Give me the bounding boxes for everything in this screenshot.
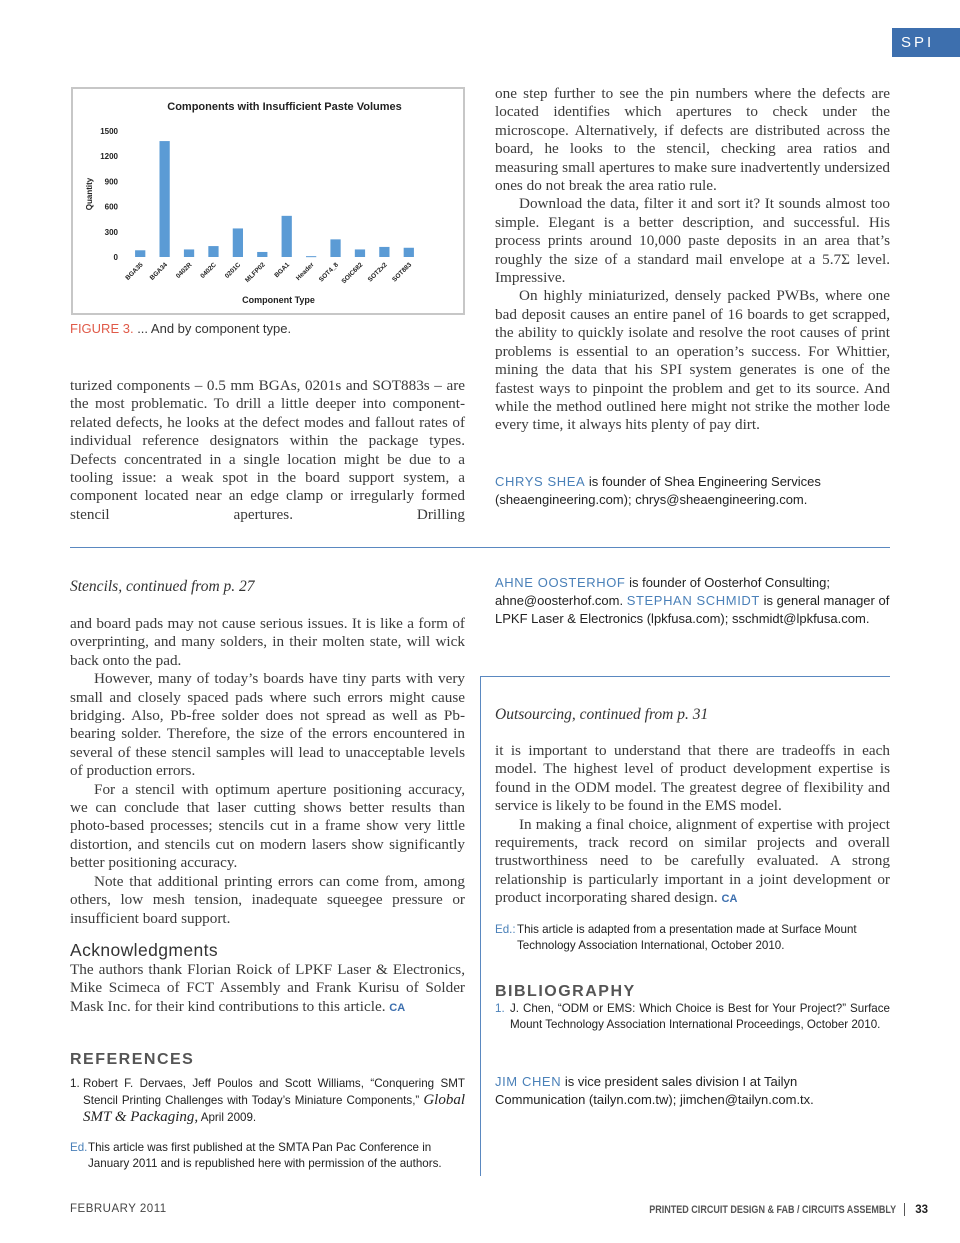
x-tick-label: SOT2x2 <box>366 261 389 284</box>
y-tick-label: 600 <box>104 202 118 212</box>
figure-label: FIGURE 3. <box>70 321 134 336</box>
bibliography-1 <box>495 1001 890 1033</box>
editor-note-text: This article is adapted from a presentation made at Surface Mount Technology Association International, October 2010. <box>517 923 857 952</box>
editor-note-stencils <box>70 1140 465 1172</box>
reference-text <box>83 1076 465 1126</box>
author-bio-chen <box>495 1073 890 1109</box>
x-tick-label: Header <box>294 261 316 283</box>
section-divider <box>70 547 890 548</box>
figure-caption <box>70 321 291 336</box>
stencils-body <box>70 615 465 928</box>
y-tick-label: 1200 <box>100 152 118 162</box>
reference-number: 1. <box>70 1077 80 1090</box>
x-tick-label: BGA35 <box>124 261 145 282</box>
editor-note-text: This article was first published at the SMTA Pan Pac Conference in January 2011 and is republished here with permission of the authors. <box>88 1141 442 1170</box>
footer-separator <box>904 1203 905 1216</box>
paragraph: and board pads may not cause serious issues. It is like a form of overprinting, and many solders, in their molten state, will wick back onto the pad. <box>70 615 465 669</box>
bar-header <box>306 256 316 257</box>
author-name: JIM CHEN <box>495 1074 562 1089</box>
paragraph: Download the data, filter it and sort it? It sounds almost too simple. Elegant is a better description, and successful. His process prints around 10,000 paste deposits in an area that’s roughly the size of a standard mail envelope at a 5.7Σ level. Impressive. <box>495 195 890 287</box>
x-tick-label: SOT4_8 <box>317 261 340 284</box>
footer-date: FEBRUARY 2011 <box>70 1203 167 1215</box>
reference-date: April 2009. <box>198 1111 257 1124</box>
x-tick-label: BGA34 <box>148 261 170 282</box>
reference-1 <box>70 1076 465 1126</box>
bar-soic682 <box>355 249 365 257</box>
bibliography-heading: BIBLIOGRAPHY <box>495 983 636 1000</box>
page-number: 33 <box>915 1203 928 1216</box>
x-tick-label: SOIC682 <box>340 261 365 286</box>
chart-title: Components with Insufficient Paste Volumes <box>167 101 402 113</box>
bibliography-text: J. Chen, “ODM or EMS: Which Choice is Best for Your Project?” Surface Mount Technology Association International Proceedings, October 2010. <box>510 1002 890 1031</box>
x-tick-label: BGA1 <box>273 261 292 280</box>
right-column-top <box>495 85 890 435</box>
figure-caption-text: ... And by component type. <box>133 321 292 336</box>
x-tick-label: 0402R <box>174 261 194 280</box>
continued-line-stencils: Stencils, continued from p. 27 <box>70 578 255 595</box>
reference-body: Robert F. Dervaes, Jeff Poulos and Scott Williams, “Conquering SMT Stencil Printing Challenges with Today’s Miniature Components,” <box>83 1077 465 1107</box>
bar-sot2x2 <box>379 247 389 257</box>
bar-0402r <box>184 249 194 257</box>
y-tick-label: 900 <box>104 177 118 187</box>
author-name: CHRYS SHEA <box>495 474 586 489</box>
x-tick-label: MLFP02 <box>244 261 267 285</box>
ca-end-mark: CA <box>721 893 738 906</box>
editor-label: Ed.: <box>495 923 516 936</box>
continued-line-outsourcing: Outsourcing, continued from p. 31 <box>495 706 709 723</box>
paragraph: turized components – 0.5 mm BGAs, 0201s and SOT883s – are the most problematic. To drill a little deeper into component-related defects, he looks at the defect modes and fallout rates of individual reference designators within the package types. Defects concentrated in a single location might be due to a tooling issue: a weak spot in the board support system, a component located near an edge clamp or irregularly formed stencil apertures. Drilling <box>70 377 465 523</box>
paragraph: it is important to understand that there are tradeoffs in each model. The highest level of product development expertise is found in the ODM model. The greatest degree of flexibility and service is likely to be found in the EMS model. <box>495 742 890 815</box>
y-tick-label: 1500 <box>100 127 118 136</box>
paragraph-text: In making a final choice, alignment of expertise with project requirements, track record on similar projects and overall trustworthiness need to be carefully evaluated. A strong relationship is particularly important in a joint development or product incorporating shared design. <box>495 815 890 907</box>
y-tick-label: 0 <box>113 253 118 262</box>
footer-publication <box>595 1203 928 1216</box>
author-bio-text: is founder of Oosterhof Consulting; ahne@oosterhof.com. <box>495 575 830 608</box>
bar-0201c <box>233 228 243 257</box>
ca-end-mark: CA <box>389 1001 406 1014</box>
bar-sot883 <box>404 248 414 257</box>
editor-note-outsourcing <box>495 922 890 954</box>
bar-bga1 <box>282 216 292 257</box>
author-bio-text: is vice president sales division I at Tailyn Communication (tailyn.com.tw); jimchen@tailyn.com.tx. <box>495 1074 814 1107</box>
author-bio-stencils <box>495 574 890 628</box>
author-bio-shea <box>495 473 890 509</box>
bar-mlfp02 <box>257 252 267 257</box>
acknowledgments-heading: Acknowledgments <box>70 940 219 960</box>
publication-name: PRINTED CIRCUIT DESIGN & FAB / CIRCUITS ASSEMBLY <box>649 1203 897 1216</box>
figure-3-chart <box>71 87 465 315</box>
paragraph: For a stencil with optimum aperture positioning accuracy, we can conclude that laser cutting shows better results than photo-based processes; stencils cut in a frame show very little distortion, and stencils cut on modern lasers show significantly better positioning accuracy. <box>70 780 465 872</box>
author-bio-text: is founder of Shea Engineering Services (sheaengineering.com); chrys@sheaengineering.com. <box>495 474 821 507</box>
paragraph: However, many of today’s boards have tiny parts with very small and closely spaced pads where such errors might cause bridging. Also, Pb-free solder does not spread as well as Pb-bearing solder. Therefore, the size of the errors encountered in several of these stencil samples will lead to unacceptable levels of production errors. <box>70 670 465 780</box>
author-name: STEPHAN SCHMIDT <box>626 593 760 608</box>
left-column-top <box>70 377 465 524</box>
bar-chart <box>73 89 463 313</box>
section-divider <box>480 676 890 677</box>
acknowledgments-body <box>70 961 465 1017</box>
bar-sot4_8 <box>330 239 340 257</box>
x-tick-label: SOT883 <box>391 261 414 284</box>
reference-journal: Global SMT & Packaging, <box>83 1092 465 1125</box>
paragraph <box>495 816 890 909</box>
bar-bga34 <box>159 141 169 257</box>
y-tick-label: 300 <box>104 227 118 237</box>
editor-label: Ed. <box>70 1141 88 1154</box>
bar-0402c <box>208 246 218 257</box>
column-divider <box>480 676 481 1176</box>
x-tick-label: 0402C <box>199 261 218 280</box>
bar-bga35 <box>135 250 145 257</box>
author-bio-text: is general manager of LPKF Laser & Electronics (lpkfusa.com); sschmidt@lpkfusa.com. <box>495 593 890 626</box>
x-tick-label: 0201C <box>223 261 243 280</box>
x-axis-label: Component Type <box>242 295 315 305</box>
outsourcing-body <box>495 742 890 909</box>
references-heading: REFERENCES <box>70 1051 195 1068</box>
author-name: AHNE OOSTERHOF <box>495 575 626 590</box>
paragraph: Note that additional printing errors can come from, among others, low mesh tension, inadequate squeegee pressure or insufficient board support. <box>70 872 465 927</box>
bibliography-number: 1. <box>495 1002 505 1015</box>
paragraph: one step further to see the pin numbers where the defects are located identifies which apertures to check under the microscope. Alternatively, if defects are distributed across the board, he looks to the stencil, checking area ratios and measuring small apertures to make sure inadvertently undersized ones do not break the area ratio rule. <box>495 85 890 195</box>
acknowledgments-text: The authors thank Florian Roick of LPKF Laser & Electronics, Mike Scimeca of FCT Assembly and Frank Kurisu of Solder Mask Inc. for their kind contributions to this article. <box>70 961 465 1015</box>
y-axis-label: Quantity <box>85 177 94 211</box>
section-tab: SPI <box>892 28 960 57</box>
paragraph: On highly miniaturized, densely packed PWBs, where one bad deposit causes an entire panel of 16 boards to get scrapped, the ability to quickly isolate and resolve the root causes of print problems is essential to an operation’s success. For Whittier, mining the data that his SPI system generates is one of the fastest ways to pinpoint the problem and get to its source. And while the method outlined here might not strike the mother lode every time, it always hits plenty of pay dirt. <box>495 287 890 434</box>
